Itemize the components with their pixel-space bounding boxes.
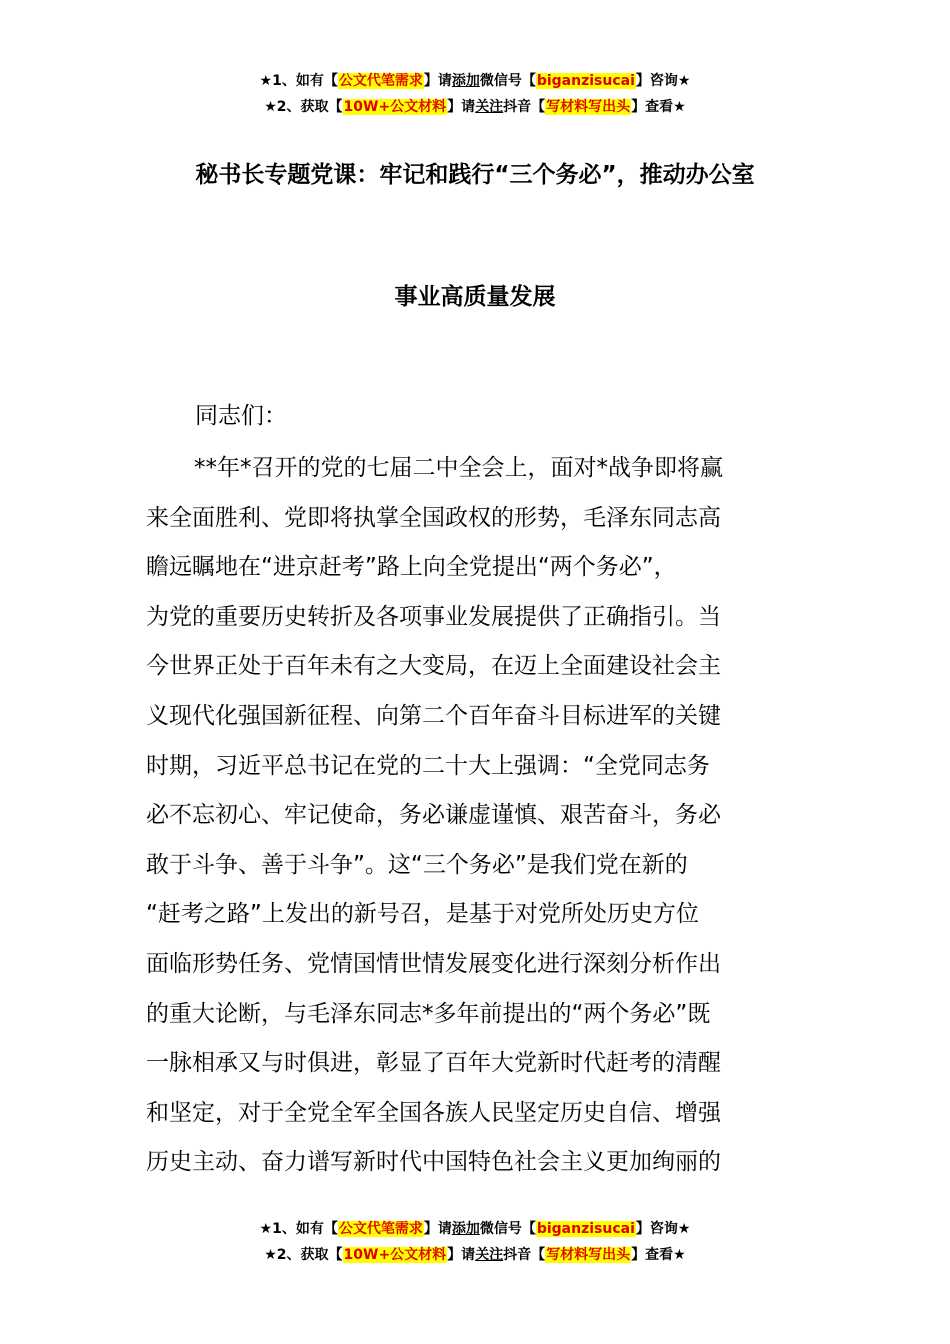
body-line: 今世界正处于百年未有之大变局，在迈上全面建设社会主 <box>146 653 721 680</box>
promo-text: 抖音【 <box>503 99 546 115</box>
body-line: 来全面胜利、党即将执掌全国政权的形势，毛泽东同志高 <box>146 504 721 531</box>
body-line: “赶考之路”上发出的新号召，是基于对党所处历史方位 <box>146 901 699 928</box>
promo-underlined: 添加 <box>451 73 480 89</box>
promo-text: 】咨询★ <box>635 73 691 89</box>
promo-text: 】请 <box>447 99 476 115</box>
promo-highlight: 10W+公文材料 <box>343 1247 447 1263</box>
promo-text: 】请 <box>447 1247 476 1263</box>
promo-line-1 <box>0 68 950 94</box>
footer-promo-banner <box>0 1216 950 1268</box>
promo-text: 】请 <box>423 73 452 89</box>
promo-highlight: 公文代笔需求 <box>338 1221 423 1237</box>
body-line: 的重大论断，与毛泽东同志*多年前提出的“两个务必”既 <box>146 1000 711 1027</box>
promo-highlight-wechat: biganzisucai <box>536 1221 635 1237</box>
promo-text: 】查看★ <box>631 99 686 115</box>
body-line: 必不忘初心、牢记使命，务必谦虚谨慎、艰苦奋斗，务必 <box>146 802 721 829</box>
body-line: 为党的重要历史转折及各项事业发展提供了正确指引。当 <box>146 603 721 630</box>
promo-highlight-douyin: 写材料写出头 <box>546 99 631 115</box>
document-title-line-1: 秘书长专题党课：牢记和践行“三个务必”，推动办公室 <box>195 162 755 188</box>
header-promo-banner <box>0 68 950 120</box>
promo-text: ★1、如有【 <box>259 73 338 89</box>
body-line: 义现代化强国新征程、向第二个百年奋斗目标进军的关键 <box>146 702 721 729</box>
body-paragraph <box>146 444 808 1188</box>
promo-underlined: 关注 <box>475 99 504 115</box>
promo-highlight: 公文代笔需求 <box>338 73 423 89</box>
body-line: 敢于斗争、善于斗争”。这“三个务必”是我们党在新的 <box>146 851 688 878</box>
promo-highlight: 10W+公文材料 <box>343 99 447 115</box>
body-line: 和坚定，对于全党全军全国各族人民坚定历史自信、增强 <box>146 1099 721 1126</box>
promo-underlined: 添加 <box>451 1221 480 1237</box>
promo-text: ★2、获取【 <box>264 99 343 115</box>
promo-text: 抖音【 <box>503 1247 546 1263</box>
promo-line-2 <box>0 94 950 120</box>
promo-text: 】查看★ <box>631 1247 686 1263</box>
promo-line-1 <box>0 1216 950 1242</box>
promo-text: 微信号【 <box>479 73 536 89</box>
promo-text: 】咨询★ <box>635 1221 691 1237</box>
promo-text: 微信号【 <box>479 1221 536 1237</box>
body-line: 一脉相承又与时俱进，彰显了百年大党新时代赶考的清醒 <box>146 1050 721 1077</box>
body-line: 瞻远瞩地在“进京赶考”路上向全党提出“两个务必”， <box>146 554 677 581</box>
salutation: 同志们： <box>195 403 287 429</box>
document-title-line-2: 事业高质量发展 <box>394 284 556 310</box>
promo-text: 】请 <box>423 1221 452 1237</box>
promo-text: ★1、如有【 <box>259 1221 338 1237</box>
body-line: 历史主动、奋力谱写新时代中国特色社会主义更加绚丽的 <box>146 1149 721 1176</box>
promo-text: ★2、获取【 <box>264 1247 343 1263</box>
promo-line-2 <box>0 1242 950 1268</box>
body-line: 面临形势任务、党情国情世情发展变化进行深刻分析作出 <box>146 950 721 977</box>
body-line: 时期，习近平总书记在党的二十大上强调：“全党同志务 <box>146 752 710 779</box>
promo-underlined: 关注 <box>475 1247 504 1263</box>
promo-highlight-douyin: 写材料写出头 <box>546 1247 631 1263</box>
body-line: **年*召开的党的七届二中全会上，面对*战争即将赢 <box>194 455 723 481</box>
promo-highlight-wechat: biganzisucai <box>536 73 635 89</box>
